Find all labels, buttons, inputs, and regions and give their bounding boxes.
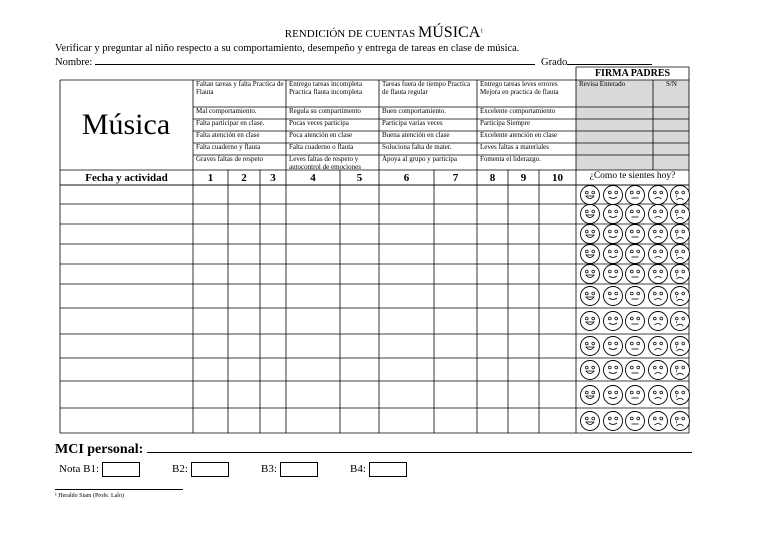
nota-b3[interactable] [261, 462, 318, 477]
header-score-6: 6 [403, 172, 410, 184]
sad-face-icon[interactable] [647, 310, 669, 332]
subject-label: Música [81, 108, 171, 141]
criteria-col3-3: Buena atención en clase [382, 131, 450, 139]
criteria-col1-5: Graves faltas de respeto [196, 155, 264, 163]
header-score-3: 3 [270, 172, 276, 184]
crying-face-icon[interactable] [669, 203, 691, 225]
crying-face-icon[interactable] [669, 410, 691, 432]
criteria-col1-1: Mal comportamiento. [196, 107, 257, 115]
criteria-col4-2: Participa Siempre [480, 119, 530, 127]
criteria-col3-1: Buen comportamiento. [382, 107, 447, 115]
nota-b1-box[interactable] [102, 462, 140, 477]
title-prefix: RENDICIÓN DE CUENTAS [284, 28, 416, 40]
mci-line[interactable] [147, 440, 692, 453]
footnote: ¹ Heraldo Siam (Profe. Lalo) [55, 493, 124, 499]
crying-face-icon[interactable] [669, 263, 691, 285]
firma-padres-title: FIRMA PADRES [594, 68, 671, 79]
criteria-col2-3: Poca atención en clase [289, 131, 353, 139]
neutral-face-icon[interactable] [624, 359, 646, 381]
criteria-col3-4: Soluciona falta de mater. [382, 143, 452, 151]
nota-b3-box[interactable] [280, 462, 318, 477]
sad-face-icon[interactable] [647, 335, 669, 357]
mci-field[interactable] [55, 440, 692, 458]
sad-face-icon[interactable] [647, 384, 669, 406]
title-footnote-mark: 1 [480, 28, 484, 35]
laughing-face-icon[interactable] [579, 263, 601, 285]
nota-b1-label: Nota B1: [59, 463, 100, 476]
sad-face-icon[interactable] [647, 223, 669, 245]
neutral-face-icon[interactable] [624, 203, 646, 225]
header-score-7: 7 [452, 172, 459, 184]
sad-face-icon[interactable] [647, 243, 669, 265]
header-score-5: 5 [356, 172, 363, 184]
criteria-col2-1: Regula su compartimento [289, 107, 361, 115]
criteria-col3-0: Tareas fuera de tiempo Practica de flauta regular [382, 80, 471, 96]
smiling-face-icon[interactable] [602, 410, 624, 432]
criteria-col1-0: Faltan tareas y falta Practica de Flauta [196, 80, 284, 96]
smiling-face-icon[interactable] [602, 335, 624, 357]
nota-b2-label: B2: [172, 463, 188, 476]
criteria-col4-1: Excelente comportamiento [480, 107, 556, 115]
smiling-face-icon[interactable] [602, 243, 624, 265]
smiling-face-icon[interactable] [602, 263, 624, 285]
criteria-col4-3: Excelente atención en clase [480, 131, 558, 139]
crying-face-icon[interactable] [669, 335, 691, 357]
firma-shaded-area [576, 80, 689, 170]
criteria-col1-4: Falta cuaderno y flauta [196, 143, 261, 151]
laughing-face-icon[interactable] [579, 335, 601, 357]
crying-face-icon[interactable] [669, 310, 691, 332]
criteria-col3-5: Apoya al grupo y participa [382, 155, 458, 163]
nota-b2-box[interactable] [191, 462, 229, 477]
nota-b3-label: B3: [261, 463, 277, 476]
laughing-face-icon[interactable] [579, 203, 601, 225]
neutral-face-icon[interactable] [624, 223, 646, 245]
neutral-face-icon[interactable] [624, 243, 646, 265]
smiling-face-icon[interactable] [602, 384, 624, 406]
criteria-col3-2: Participa varias veces [382, 119, 443, 127]
neutral-face-icon[interactable] [624, 335, 646, 357]
instructions: Verificar y preguntar al niño respecto a su comportamiento, desempeño y entrega de tareas en clase de música. [55, 43, 520, 54]
header-score-8: 8 [489, 172, 496, 184]
header-score-1: 1 [207, 172, 214, 184]
laughing-face-icon[interactable] [579, 285, 601, 307]
grado-label: Grado [541, 57, 568, 68]
sad-face-icon[interactable] [647, 203, 669, 225]
laughing-face-icon[interactable] [579, 243, 601, 265]
smiling-face-icon[interactable] [602, 203, 624, 225]
neutral-face-icon[interactable] [624, 410, 646, 432]
sad-face-icon[interactable] [647, 359, 669, 381]
header-score-10: 10 [552, 172, 563, 184]
laughing-face-icon[interactable] [579, 410, 601, 432]
criteria-col2-0: Entrego tareas incompleta Practica flauta incompleta [289, 80, 363, 96]
criteria-col1-3: Falta atención en clase [196, 131, 260, 139]
revisa-enterado-label: Revisa Enterado [579, 80, 626, 88]
neutral-face-icon[interactable] [624, 285, 646, 307]
nota-b4[interactable] [350, 462, 407, 477]
sad-face-icon[interactable] [647, 263, 669, 285]
laughing-face-icon[interactable] [579, 359, 601, 381]
crying-face-icon[interactable] [669, 285, 691, 307]
header-score-4: 4 [310, 172, 316, 184]
criteria-col4-5: Fomenta el liderazgo. [480, 155, 541, 163]
sad-face-icon[interactable] [647, 285, 669, 307]
header-fecha: Fecha y actividad [85, 172, 168, 184]
sad-face-icon[interactable] [647, 410, 669, 432]
smiling-face-icon[interactable] [602, 310, 624, 332]
header-score-2: 2 [241, 172, 247, 184]
sn-label: S/N [666, 80, 677, 88]
crying-face-icon[interactable] [669, 359, 691, 381]
criteria-col1-2: Falta participar en clase. [196, 119, 265, 127]
crying-face-icon[interactable] [669, 384, 691, 406]
title-main: MÚSICA [418, 24, 481, 41]
nota-b2[interactable] [172, 462, 229, 477]
laughing-face-icon[interactable] [579, 223, 601, 245]
crying-face-icon[interactable] [669, 223, 691, 245]
criteria-col4-0: Entrego tareas leves errores Mejora en practica de flauta [480, 80, 559, 96]
smiling-face-icon[interactable] [602, 285, 624, 307]
nombre-label: Nombre: [55, 57, 93, 68]
neutral-face-icon[interactable] [624, 310, 646, 332]
criteria-col2-4: Falta cuaderno o flauta [289, 143, 354, 151]
neutral-face-icon[interactable] [624, 263, 646, 285]
header-feeling: ¿Como te sientes hoy? [589, 171, 676, 181]
crying-face-icon[interactable] [669, 243, 691, 265]
criteria-col2-2: Pocas veces participa [289, 119, 349, 127]
nota-b1[interactable] [59, 462, 140, 477]
laughing-face-icon[interactable] [579, 310, 601, 332]
criteria-col4-4: Leves faltas a materiales [480, 143, 549, 151]
mci-label: MCI personal: [55, 442, 144, 457]
laughing-face-icon[interactable] [579, 384, 601, 406]
nota-b4-box[interactable] [369, 462, 407, 477]
smiling-face-icon[interactable] [602, 359, 624, 381]
smiling-face-icon[interactable] [602, 223, 624, 245]
neutral-face-icon[interactable] [624, 384, 646, 406]
nota-b4-label: B4: [350, 463, 366, 476]
footnote-divider [55, 489, 183, 490]
header-score-9: 9 [520, 172, 527, 184]
criteria-col2-5: Leves faltas de respeto y autocontrol de emociones [289, 155, 361, 171]
